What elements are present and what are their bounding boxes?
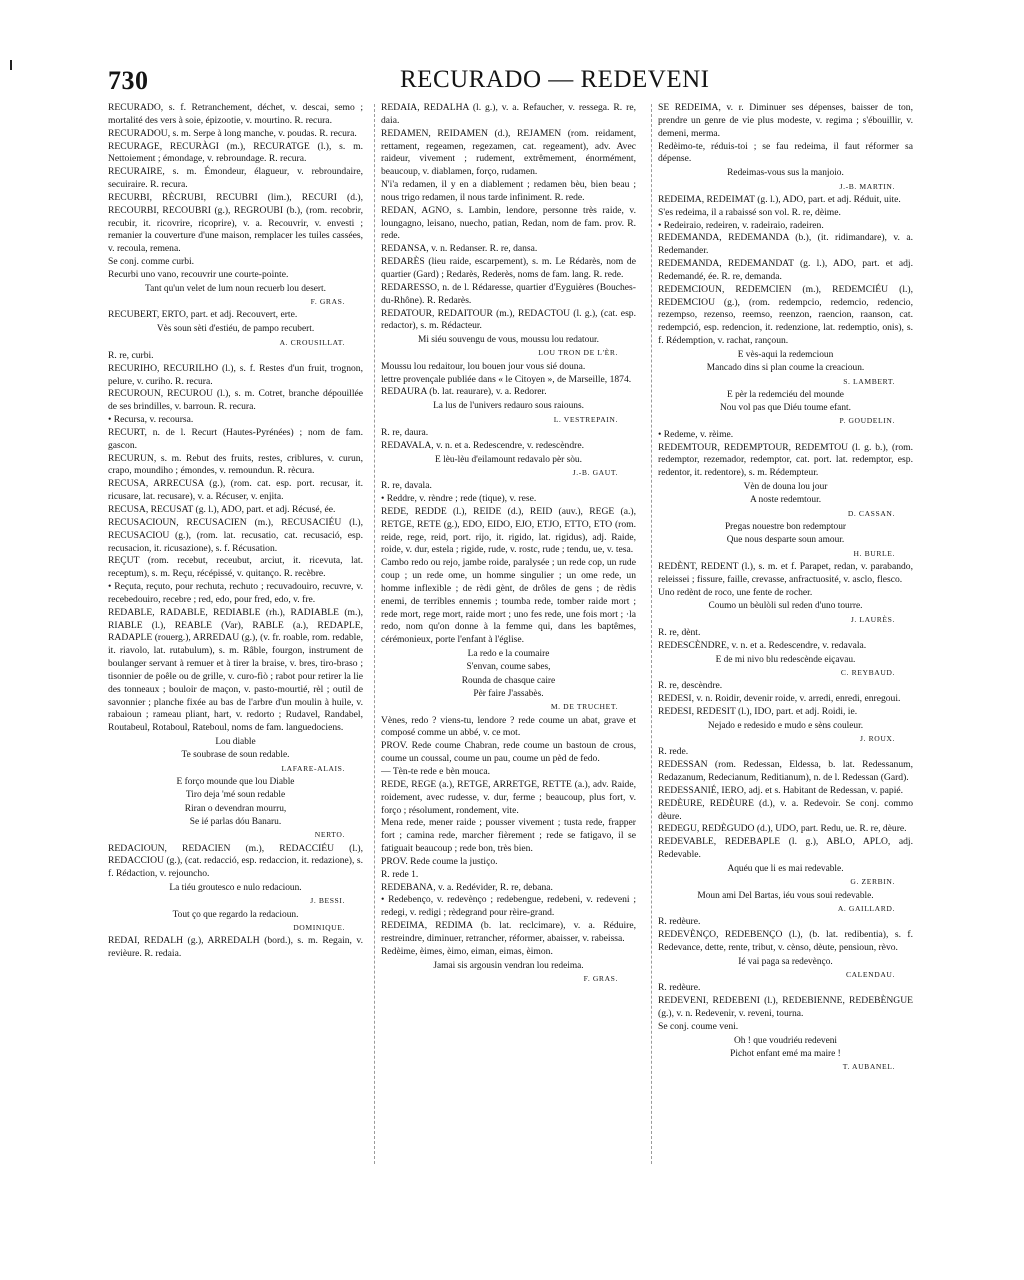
- quotation-author: A. CROUSILLAT.: [279, 337, 345, 347]
- dictionary-entry: REDACIOUN, REDACIEN (m.), REDACCIÉU (l.), REDACCIOU (g.), (cat. redacció, esp. redaccion, it. redazione), s. f. Rédaction, v. rejouncho.: [108, 842, 363, 880]
- quotation-author: CALENDAU.: [845, 970, 895, 980]
- quotation-author: L. VESTREPAIN.: [553, 414, 618, 424]
- dictionary-entry: REDAI, REDALH (g.), ARREDALH (bord.), s. m. Regain, v. revièure. R. redaia.: [108, 935, 363, 960]
- dictionary-entry: RECURADOU, s. m. Serpe à long manche, v. poudas. R. recura.: [108, 127, 357, 139]
- dictionary-entry: REDEMANDA, REDEMANDAT (g. l.), ADO, part. et adj. Redemandé, ée. R. re, demanda.: [658, 258, 913, 282]
- quotation-author: J.-B. GAUT.: [572, 467, 618, 477]
- dictionary-entry: S'es redeima, il a rabaissé son vol. R. re, dèime.: [658, 206, 841, 218]
- dictionary-entry: REDÈNT, REDENT (l.), s. m. et f. Parapet, redan, v. parabando, releissei ; fissure, faille, crevasse, anfractuosité, v. asclo, flesco.: [658, 560, 913, 585]
- dictionary-entry: R. rede 1.: [381, 868, 419, 880]
- dictionary-entry: RECURUN, s. m. Rebut des fruits, restes, criblures, v. curun, crapo, moundiho ; émondes, v. remoundun. R. rècura.: [108, 452, 363, 477]
- dictionary-entry: Redèime, èimes, èimo, eiman, eimas, èimon.: [381, 945, 553, 957]
- quotation-line: La redo e la coumaire: [467, 649, 550, 660]
- dictionary-entry: REDESCÈNDRE, v. n. et a. Redescendre, v. redavala.: [658, 639, 867, 651]
- dictionary-entry: R. re, curbi.: [108, 349, 154, 361]
- dictionary-entry: N'i'a redamen, il y en a diablement ; redamen bèu, bien beau ; nous trigo redamen, il nous tarde infiniment. R. rede.: [381, 179, 636, 203]
- quotation-author: J. LAURÈS.: [850, 614, 895, 624]
- quotation-author: A. GAILLARD.: [837, 903, 895, 913]
- quotation-author: J.-B. MARTIN.: [839, 181, 895, 191]
- dictionary-entry: REÇUT (rom. recebut, receubut, arciut, it. ricevuta, lat. receptum), s. m. Reçu, récépissé, v. quitanço. R. recèbre.: [108, 555, 363, 580]
- quotation-line: Tant qu'un velet de lum noun recuerb lou desert.: [145, 283, 326, 294]
- dictionary-entry: R. re, daura.: [381, 426, 429, 438]
- dictionary-entry: R. re, davala.: [381, 480, 432, 492]
- dictionary-entry: REDABLE, RADABLE, REDIABLE (rh.), RADIABLE (m.), RIABLE (l.), REABLE (Var), RABLE (a.), REDAPLE, RADAPLE (rouerg.), ARREDAU (g.), (v. fr. roable, rom. redable, it. riavolo, lat. rutabulum), s. m. Râble, fourgon, instrument de boulanger servant à remuer et à tirer la braise, v. bres, tiro-braso ; tisonnier de poêle ou de grille, v. curo-fiò ; rabot pour retirer la lie des tonneaux ; bouloir de maçon, v. pasto-mourtié, rèl ; outil de savonnier ; planche fixée au bas de l'arbre d'un moulin à huile, v. rabaioun ; rameau pliant, hart, v. redorto ; Rudavel, Randabel, Routabeul, Rotaboul, Rateboul, noms de fam. languedociens.: [108, 606, 363, 734]
- quotation-author: T. AUBANEL.: [842, 1062, 895, 1072]
- dictionary-entry: RECURAIRE, s. m. Émondeur, élagueur, v. rebroundaire, secuiraire. R. recura.: [108, 166, 363, 191]
- dictionary-entry: REDEMCIOUN, REDEMCIEN (m.), REDEMCIÉU (l.), REDEMCIOU (g.), (rom. redempcio, redemcio, redencio, rezempso, rezenso, reemso, reenzon, raencion, raanson, cat. redempció, esp. redencion, it. redenzione, lat. redemptio, onis), s. f. Rédemption, v. rachat, rançoun.: [658, 283, 913, 347]
- quotation-line: Moun ami Del Bartas, iéu vous soui redevable.: [697, 890, 874, 901]
- dictionary-entry: REDARÈS (lieu raide, escarpement), s. m. Le Rédarès, nom de quartier (Gard) ; Redarès, Rederès, noms de fam. lang. R. rede.: [381, 256, 636, 280]
- dictionary-entry: Se conj. comme curbi.: [108, 256, 195, 268]
- dictionary-entry: • Redeiraio, redeiren, v. radeiraio, radeiren.: [658, 219, 824, 231]
- dictionary-entry: RECUBERT, ERTO, part. et adj. Recouvert, erte.: [108, 309, 298, 321]
- quotation-line: S'envan, coume sabes,: [466, 662, 551, 673]
- quotation-line: Se ié parlas dóu Banaru.: [189, 816, 282, 827]
- dictionary-entry: REDATOUR, REDAITOUR (m.), REDACTOU (l. g.), (cat. esp. redactor), s. m. Rédacteur.: [381, 307, 636, 332]
- dictionary-entry: R. re, descèndre.: [658, 680, 723, 692]
- dictionary-entry: RECURBI, RÈCRUBI, RECUBRI (lim.), RECURI (d.), RECOURBI, RECOUBRI (g.), REGROUBI (b.), (rom. recobrir, recubir, it. ricovrire, ricoprire), v. a. Recouvrir, v. envesti ; remanier la couverture d'une maison, remplacer les tuiles cassées, v. recoula, remena.: [108, 191, 363, 255]
- dictionary-entry: Mena rede, mener raide ; pousser vivement ; tusta rede, frapper fort ; camina rede, marcher fièrement ; rede se fatigavo, il se fatiguait beaucoup ; rede bon, très bien.: [381, 817, 636, 855]
- dictionary-entry: REDARESSO, n. de l. Rédaresse, quartier d'Eyguières (Bouches-du-Rhône). R. Redarès.: [381, 281, 636, 306]
- dictionary-entry: REDESI, REDESIT (l.), IDO, part. et adj. Roidi, ie.: [658, 705, 858, 717]
- quotation-line: Pichot enfant emé ma maire !: [730, 1048, 841, 1059]
- dictionary-entry: REDANSA, v. n. Redanser. R. re, dansa.: [381, 243, 538, 255]
- dictionary-entry: R. rede.: [658, 746, 689, 758]
- quotation-line: Te soubrase de soun redable.: [181, 750, 290, 761]
- dictionary-entry: PROV. Rede coume la justiço.: [381, 855, 498, 867]
- quotation-line: Nejado e redesido e mudo e sèns couleur.: [707, 720, 864, 731]
- dictionary-entry: REDÈURE, REDÈURE (d.), v. a. Redevoir. Se conj. commo dèure.: [658, 797, 913, 822]
- quotation-line: Jamai sis argousin vendran lou redeima.: [433, 960, 584, 971]
- quotation-line: Nou vol pas que Diéu toume efant.: [720, 403, 851, 414]
- dictionary-entry: REDAMEN, REIDAMEN (d.), REJAMEN (rom. reidament, rettament, regeamen, regezamen, cat. regeament), adv. Avec raideur, vivement ; rudement, extrêmement, énormément, beaucoup, v. diablamen, forço, rudamen.: [381, 127, 636, 178]
- quotation-author: LOU TRON DE L'ÈR.: [538, 348, 618, 358]
- quotation-line: Ié vai paga sa redevènço.: [738, 956, 833, 967]
- dictionary-entry: REDAURA (b. lat. reaurare), v. a. Redorer.: [381, 386, 547, 398]
- dictionary-entry: REDESSAN (rom. Redessan, Eldessa, b. lat. Redessanum, Redazanum, Redecianum, Reditianum), n. de l. Redessan (Gard).: [658, 759, 913, 784]
- dictionary-entry: RECURIHO, RECURILHO (l.), s. f. Restes d'un fruit, trognon, pelure, v. curiho. R. recura.: [108, 362, 363, 387]
- quotation-line: Vèn de douna lou jour: [743, 482, 828, 493]
- dictionary-entry: REDEVÈNÇO, REDEBENÇO (l.), (b. lat. redibentia), s. f. Redevance, dette, rente, tribut, v. cènso, dèute, pensioun, rèvo.: [658, 929, 913, 953]
- column-divider: [651, 104, 653, 1164]
- dictionary-entry: • Recursa, v. recoursa.: [108, 414, 194, 426]
- quotation-line: Oh ! que voudriéu redeveni: [733, 1035, 838, 1046]
- quotation-author: NERTO.: [314, 830, 345, 840]
- dictionary-entry: RECUSA, ARRECUSA (g.), (rom. cat. esp. port. recusar, it. ricusare, lat. recusare), v. a. Récuser, v. enjita.: [108, 478, 363, 503]
- dictionary-entry: — Tèn-te rede e bèn mouca.: [381, 766, 491, 778]
- dictionary-entry: REDEIMA, REDIMA (b. lat. reclcimare), v. a. Réduire, restreindre, diminuer, retrancher, réformer, abaisser, v. rabeissa.: [381, 920, 636, 944]
- quotation-line: E forço mounde que lou Diable: [176, 777, 295, 788]
- dictionary-entry: REDAVALA, v. n. et a. Redescendre, v. redescèndre.: [381, 439, 585, 451]
- quotation-line: Lou diable: [215, 737, 256, 748]
- page-number: 730: [108, 66, 149, 95]
- dictionary-entry: REDAIA, REDALHA (l. g.), v. a. Refaucher, v. ressega. R. re, daia.: [381, 102, 636, 126]
- quotation-line: Vès soun sèti d'estiéu, de pampo recubert.: [156, 324, 315, 335]
- dictionary-entry: RECUSACIOUN, RECUSACIEN (m.), RECUSACIÉU (l.), RECUSACIOU (g.), (rom. lat. recusatio, cat. recusació, esp. recusacion, it. ricusazione), s. f. Récusation.: [108, 516, 363, 554]
- dictionary-entry: RECURT, n. de l. Recurt (Hautes-Pyrénées) ; nom de fam. gascon.: [108, 426, 363, 451]
- quotation-line: E vès-aqui la redemcioun: [737, 349, 834, 360]
- quotation-line: Rounda de chasque caire: [461, 675, 556, 686]
- quotation-line: Mi siéu souvengu de vous, moussu lou redatour.: [418, 335, 599, 346]
- running-title: RECURADO — REDEVENI: [400, 66, 710, 93]
- quotation-line: Pèr faire J'assabès.: [473, 689, 544, 700]
- quotation-author: M. DE TRUCHET.: [550, 702, 618, 712]
- dictionary-entry: lettre provençale publiée dans « le Citoyen », de Marseille, 1874.: [381, 373, 632, 385]
- quotation-author: D. CASSAN.: [847, 508, 895, 518]
- dictionary-entry: REDEVENI, REDEBENI (l.), REDEBIENNE, REDEBÈNGUE (g.), v. n. Redevenir, v. reveni, tourna.: [658, 995, 913, 1019]
- column-divider: [374, 104, 376, 1164]
- quotation-author: LAFARE-ALAIS.: [281, 763, 345, 773]
- quotation-line: Coumo un bèulòli sul reden d'uno tourre.: [708, 601, 863, 612]
- dictionary-entry: Uno redènt de roco, une fente de rocher.: [658, 586, 813, 598]
- dictionary-entry: R. redèure.: [658, 982, 701, 994]
- dictionary-entry: REDEMTOUR, REDEMPTOUR, REDEMTOU (l. g. b.), (rom. redemptor, rezemador, redemptor, cat. port. lat. redemptor, esp. redentor, it. redentore), s. m. Rédempteur.: [658, 441, 913, 479]
- dictionary-entry: RECURAGE, RECURÀGI (m.), RECURATGE (l.), s. m. Nettoiement ; émondage, v. rebroundage. R. recura.: [108, 140, 363, 165]
- dictionary-entry: REDESI, v. n. Roidir, devenir roide, v. arredi, enredi, enregoui.: [658, 693, 901, 705]
- column-2: [381, 102, 636, 1172]
- quotation-line: Riran o devendran mourru,: [184, 803, 287, 814]
- dictionary-entry: REDAN, AGNO, s. Lambin, lendore, personne très raide, v. loungagno, leisano, nuecho, patian, Redan, nom de fam. prov. R. rede.: [381, 204, 636, 242]
- dictionary-entry: Redèimo-te, réduis-toi ; se fau redeima, il faut réformer sa dépense.: [658, 140, 913, 165]
- dictionary-entry: R. re, dènt.: [658, 627, 701, 638]
- dictionary-entry: RECURADO, s. f. Retranchement, déchet, v. descai, semo ; mortalité des vers à soie, épizootie, v. mourtino. R. recura.: [108, 102, 363, 126]
- dictionary-entry: REDE, REDDE (l.), REIDE (d.), REID (auv.), REGE (a.), RETGE, RETE (g.), EDO, EIDO, EJO, ETJO, ETTO, ETO (rom. reide, rege, reid, port. rijo, it. rigido, lat. rigidus), adj. Raide, roide, v. dur, estela ; rigide, rude, v. rostc, rude ; tendu, ue, v. tesa.: [381, 505, 636, 556]
- quotation-line: Aquéu que li es mai redevable.: [727, 864, 844, 874]
- quotation-author: J. BESSI.: [310, 896, 345, 906]
- quotation-author: G. ZERBIN.: [850, 877, 895, 887]
- dictionary-entry: SE REDEIMA, v. r. Diminuer ses dépenses, baisser de ton, prendre un genre de vie plus modeste, v. regima ; s'ébouillir, v. demeni, merma.: [658, 102, 913, 139]
- dictionary-entry: RECUROUN, RECUROU (l.), s. m. Cotret, branche dépouillée de ses brindilles, v. barroun. R. recura.: [108, 388, 363, 413]
- dictionary-entry: Se conj. coume veni.: [658, 1020, 739, 1032]
- quotation-author: P. GOUDELIN.: [839, 416, 895, 426]
- quotation-line: La lus de l'univers redauro sous raiouns.: [433, 401, 584, 412]
- column-1: [108, 102, 363, 1172]
- dictionary-entry: REDEGU, REDÈGUDO (d.), UDO, part. Redu, ue. R. re, dèure.: [658, 823, 907, 835]
- quotation-line: Redeimas-vous sus la manjoio.: [727, 168, 844, 179]
- dictionary-entry: Cambo redo ou rejo, jambe roide, paralysée ; un rede cop, un rude coup ; un rede ome, un homme singulier ; un ome rede, un homme inflexible ; de rèdi gènt, de drôles de gens ; de rèdis enemi, de terribles ennemis ; toumba rede, tomber raide mort ; rede mort, rege mort, raide mort ; uno fes rede, une fois mort ; ·la redo, nom qu'on donne à la femme qui, dans les baptêmes, cérémonieux, porte l'enfant à l'église.: [381, 557, 636, 646]
- quotation-line: E pèr la redemciéu del mounde: [727, 389, 844, 400]
- quotation-author: F. GRAS.: [583, 973, 618, 983]
- dictionary-entry: PROV. Rede coume Chabran, rede coume un bastoun de crous, coume un coussal, coume un pau, coume un pèd de fedo.: [381, 740, 636, 765]
- dictionary-entry: Moussu lou redaitour, lou bouen jour vous sié douna.: [381, 360, 586, 372]
- dictionary-entry: Recurbi uno vano, recouvrir une courte-pointe.: [108, 268, 289, 280]
- dictionary-entry: • Redeme, v. rèime.: [658, 428, 734, 440]
- quotation-author: C. REYBAUD.: [840, 667, 895, 677]
- quotation-line: E de mi nivo blu redescènde eiçavau.: [715, 654, 856, 665]
- quotation-line: A noste redemtour.: [749, 495, 822, 506]
- quotation-line: Mancado dins si plan coume la creacioun.: [706, 363, 865, 374]
- column-3: [658, 102, 913, 1172]
- dictionary-entry: RECUSA, RECUSAT (g. l.), ADO, part. et adj. Récusé, ée.: [108, 503, 336, 515]
- quotation-author: S. LAMBERT.: [843, 376, 895, 386]
- margin-mark: [10, 60, 12, 70]
- quotation-author: J. ROUX.: [860, 734, 895, 744]
- dictionary-entry: REDEVABLE, REDEBAPLE (l. g.), ABLO, APLO, adj. Redevable.: [658, 836, 913, 861]
- quotation-author: F. GRAS.: [310, 297, 345, 307]
- quotation-line: Que nous desparte soun amour.: [726, 535, 845, 546]
- dictionary-entry: • Reddre, v. rèndre ; rede (tique), v. rese.: [381, 493, 537, 505]
- dictionary-entry: REDESSANIÉ, IERO, adj. et s. Habitant de Redessan, v. papié.: [658, 784, 904, 796]
- quotation-line: E lèu-lèu d'eilamount redavalo pèr sòu.: [435, 454, 582, 465]
- quotation-author: DOMINIQUE.: [293, 922, 345, 932]
- dictionary-entry: • Reçuta, reçuto, pour rechuta, rechuto ; recuvadouiro, recuvre, v. recebedouiro, recebre ; red, edo, pour fred, edo, v. fre.: [108, 581, 363, 605]
- dictionary-entry: REDEIMA, REDEIMAT (g. l.), ADO, part. et adj. Réduit, uite.: [658, 193, 901, 205]
- quotation-author: H. BURLE.: [853, 548, 895, 558]
- dictionary-entry: • Redebenço, v. redevènço ; redebengue, redebeni, v. redeveni ; redegi, v. redigi ; rèdegrand pour rèire-grand.: [381, 894, 636, 919]
- quotation-line: Pregas nouestre bon redemptour: [724, 521, 847, 532]
- quotation-line: Tiro deja 'mé soun redable: [185, 790, 286, 801]
- quotation-line: La tiéu groutesco e nulo redacioun.: [169, 883, 302, 894]
- dictionary-entry: R. redèure.: [658, 916, 701, 928]
- dictionary-entry: REDE, REGE (a.), RETGE, ARRETGE, RETTE (a.), adv. Raide, roidement, avec rudesse, v. dur, ferme ; beaucoup, plus fort, v. forço ; résolument, rondement, vite.: [381, 778, 636, 816]
- dictionary-entry: REDEMANDA, REDEMANDA (b.), (it. ridimandare), v. a. Redemander.: [658, 232, 913, 257]
- dictionary-entry: Vènes, redo ? viens-tu, lendore ? rede coume un abat, grave et composé comme un abbé, v. ce mot.: [381, 714, 636, 739]
- dictionary-entry: REDEBANA, v. a. Redévider, R. re, debana.: [381, 881, 553, 893]
- quotation-line: Tout ço que regardo la redacioun.: [172, 909, 299, 920]
